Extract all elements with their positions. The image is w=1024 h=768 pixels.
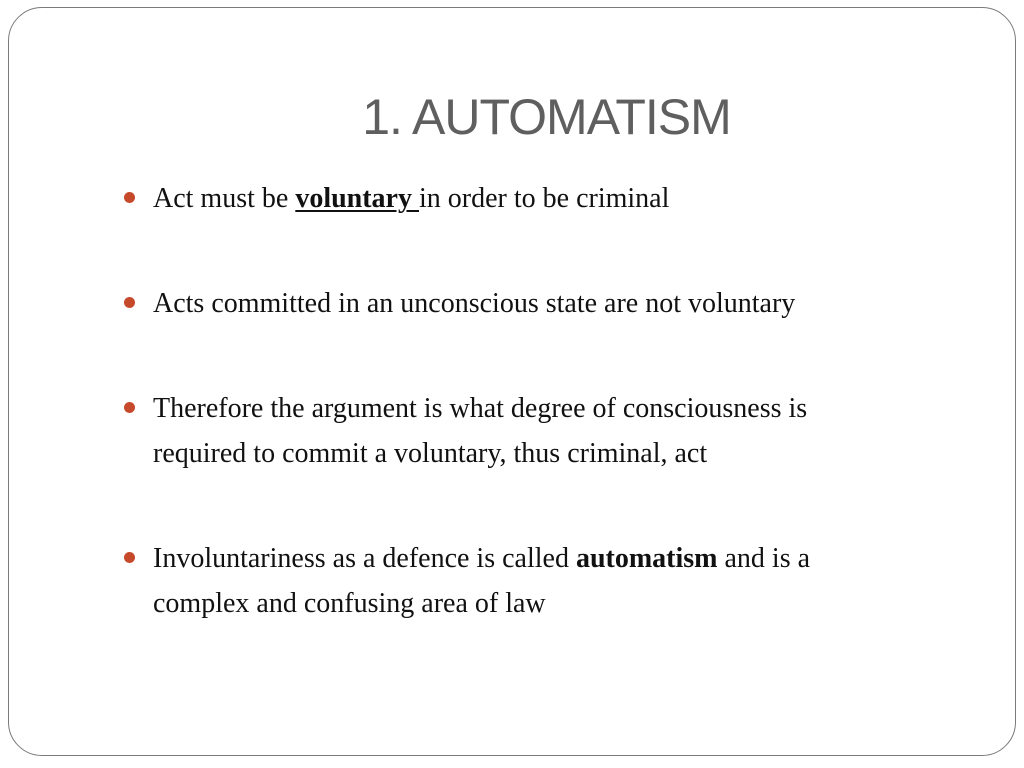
- bullet-dot-icon: [124, 192, 135, 203]
- bullet-text: Act must be: [153, 183, 296, 214]
- bullet-text: required to commit a voluntary, thus criminal, act: [153, 438, 708, 469]
- bullet-text: Therefore the argument is what degree of consciousness is: [153, 393, 808, 424]
- bullet-item: [123, 281, 953, 326]
- bullet-text: and is a: [717, 543, 811, 574]
- bullet-dot-icon: [124, 552, 135, 563]
- bullet-dot-icon: [124, 402, 135, 413]
- bullet-emphasis: automatism: [575, 543, 718, 574]
- bullet-text: in order to be criminal: [419, 183, 670, 214]
- bullet-text: Involuntariness as a defence is called: [153, 543, 576, 574]
- bullet-dot-icon: [124, 297, 135, 308]
- bullet-item: [123, 536, 953, 626]
- slide: [8, 7, 1016, 756]
- bullet-item: [123, 176, 953, 221]
- bullet-emphasis: voluntary: [295, 183, 419, 214]
- bullet-text: complex and confusing area of law: [153, 588, 546, 619]
- slide-title: 1. AUTOMATISM: [362, 89, 731, 145]
- bullet-text: Acts committed in an unconscious state are not voluntary: [153, 288, 796, 319]
- bullet-item: [123, 386, 953, 476]
- bullet-list: [123, 176, 953, 626]
